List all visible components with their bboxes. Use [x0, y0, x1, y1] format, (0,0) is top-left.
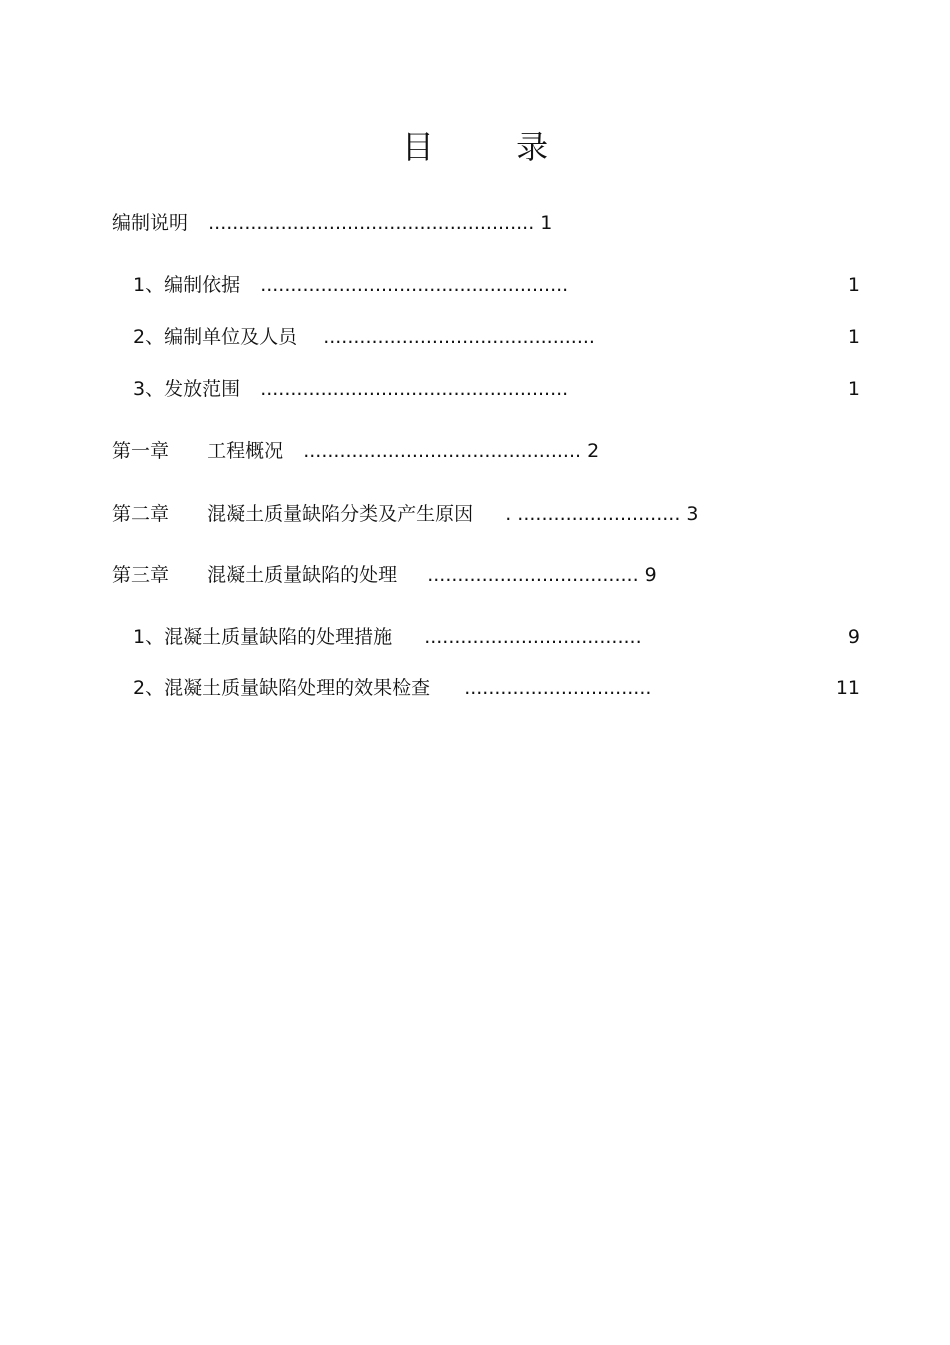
toc-entry-dots: ................................................... [260, 378, 569, 400]
toc-entry-page: 1 [847, 326, 860, 348]
toc-entry[interactable] [133, 325, 595, 349]
toc-entry[interactable] [112, 439, 599, 463]
toc-entry-dots: ................................................... [260, 274, 569, 296]
toc-entry-dots: ............................................. [323, 326, 595, 348]
toc-entry-dots: .............................................. [303, 440, 582, 462]
toc-title: 目 录 [401, 128, 585, 166]
toc-entry-page: 9 [644, 564, 657, 586]
toc-entry-page: 3 [686, 503, 699, 525]
toc-entry-label: 1、混凝土质量缺陷的处理措施 [133, 626, 393, 648]
toc-entry-label: 2、混凝土质量缺陷处理的效果检查 [133, 677, 431, 699]
toc-entry-dots: ................................... [427, 564, 639, 586]
toc-entry-label: 3、发放范围 [133, 378, 241, 400]
toc-entry[interactable] [133, 625, 642, 649]
toc-entry-page: 2 [587, 440, 600, 462]
toc-entry-dots: ............................... [464, 677, 652, 699]
toc-entry[interactable] [133, 273, 568, 297]
toc-entry-dots: ...................................................... [208, 212, 535, 234]
toc-entry-label: 工程概况 [207, 440, 284, 462]
toc-entry-page: 9 [847, 626, 860, 648]
toc-entry-label: 混凝土质量缺陷的处理 [207, 564, 398, 586]
toc-entry[interactable] [112, 211, 552, 235]
toc-entry-label: 混凝土质量缺陷分类及产生原因 [207, 503, 474, 525]
toc-entry-label: 编制说明 [112, 212, 189, 234]
toc-entry-chapter: 第二章 [112, 503, 170, 525]
toc-entry-page: 1 [540, 212, 553, 234]
toc-entry[interactable] [112, 502, 699, 526]
toc-entry-dots: . ........................... [505, 503, 681, 525]
toc-entry-chapter: 第一章 [112, 440, 170, 462]
toc-entry-dots: .................................... [424, 626, 642, 648]
toc-entry-page: 1 [847, 274, 860, 296]
toc-entry[interactable] [112, 563, 657, 587]
toc-entry-label: 2、编制单位及人员 [133, 326, 298, 348]
toc-entry-chapter: 第三章 [112, 564, 170, 586]
toc-entry-label: 1、编制依据 [133, 274, 241, 296]
toc-entry[interactable] [133, 377, 568, 401]
toc-entry-page: 11 [835, 677, 860, 699]
toc-entry[interactable] [133, 676, 651, 700]
toc-entry-page: 1 [847, 378, 860, 400]
